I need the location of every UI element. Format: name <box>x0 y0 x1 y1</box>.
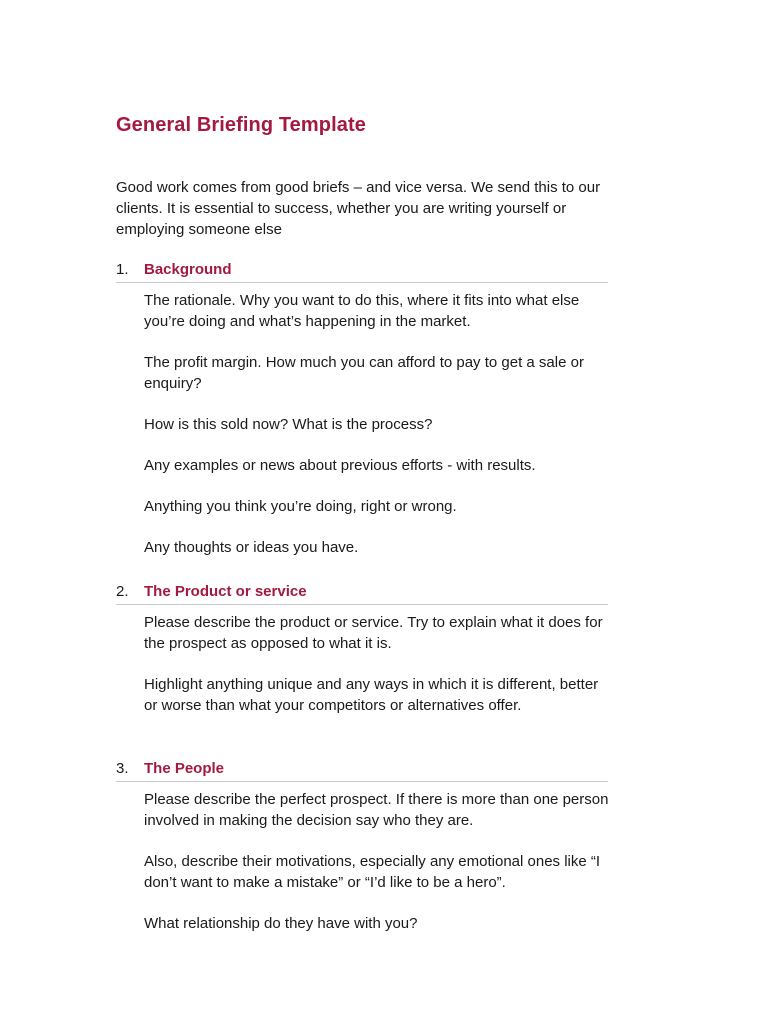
section-body <box>144 612 614 716</box>
section-number: 2. <box>116 583 129 600</box>
section-the-people <box>116 759 608 934</box>
section-product-or-service <box>116 582 608 716</box>
section-number: 1. <box>116 261 129 278</box>
paragraph: The profit margin. How much you can afford to pay to get a sale or enquiry? <box>144 354 584 392</box>
document-title: General Briefing Template <box>116 114 366 136</box>
section-header <box>116 582 608 605</box>
section-body <box>144 789 614 934</box>
section-number: 3. <box>116 760 129 777</box>
paragraph: Please describe the perfect prospect. If there is more than one person involved in making the decision say who they are. <box>144 791 609 829</box>
paragraph: Any examples or news about previous efforts - with results. <box>144 457 536 474</box>
paragraph: How is this sold now? What is the process? <box>144 416 433 433</box>
section-header <box>116 260 608 283</box>
paragraph: Any thoughts or ideas you have. <box>144 539 359 556</box>
section-title: The Product or service <box>144 583 307 600</box>
section-body <box>144 290 614 558</box>
section-header <box>116 759 608 782</box>
section-title: The People <box>144 760 225 777</box>
section-background <box>116 260 608 558</box>
paragraph: Also, describe their motivations, especially any emotional ones like “I don’t want to make a mistake” or “I’d like to be a hero”. <box>144 853 601 891</box>
paragraph: The rationale. Why you want to do this, where it fits into what else you’re doing and what’s happening in the market. <box>144 292 580 330</box>
paragraph: What relationship do they have with you? <box>144 915 418 932</box>
paragraph: Anything you think you’re doing, right or wrong. <box>144 498 457 515</box>
paragraph: Highlight anything unique and any ways in which it is different, better or worse than what your competitors or alternatives offer. <box>144 676 599 714</box>
intro-paragraph: Good work comes from good briefs – and vice versa. We send this to our clients. It is essential to success, whether you are writing yourself or employing someone else <box>116 179 601 238</box>
paragraph: Please describe the product or service. Try to explain what it does for the prospect as opposed to what it is. <box>144 614 603 652</box>
section-title: Background <box>144 261 232 278</box>
